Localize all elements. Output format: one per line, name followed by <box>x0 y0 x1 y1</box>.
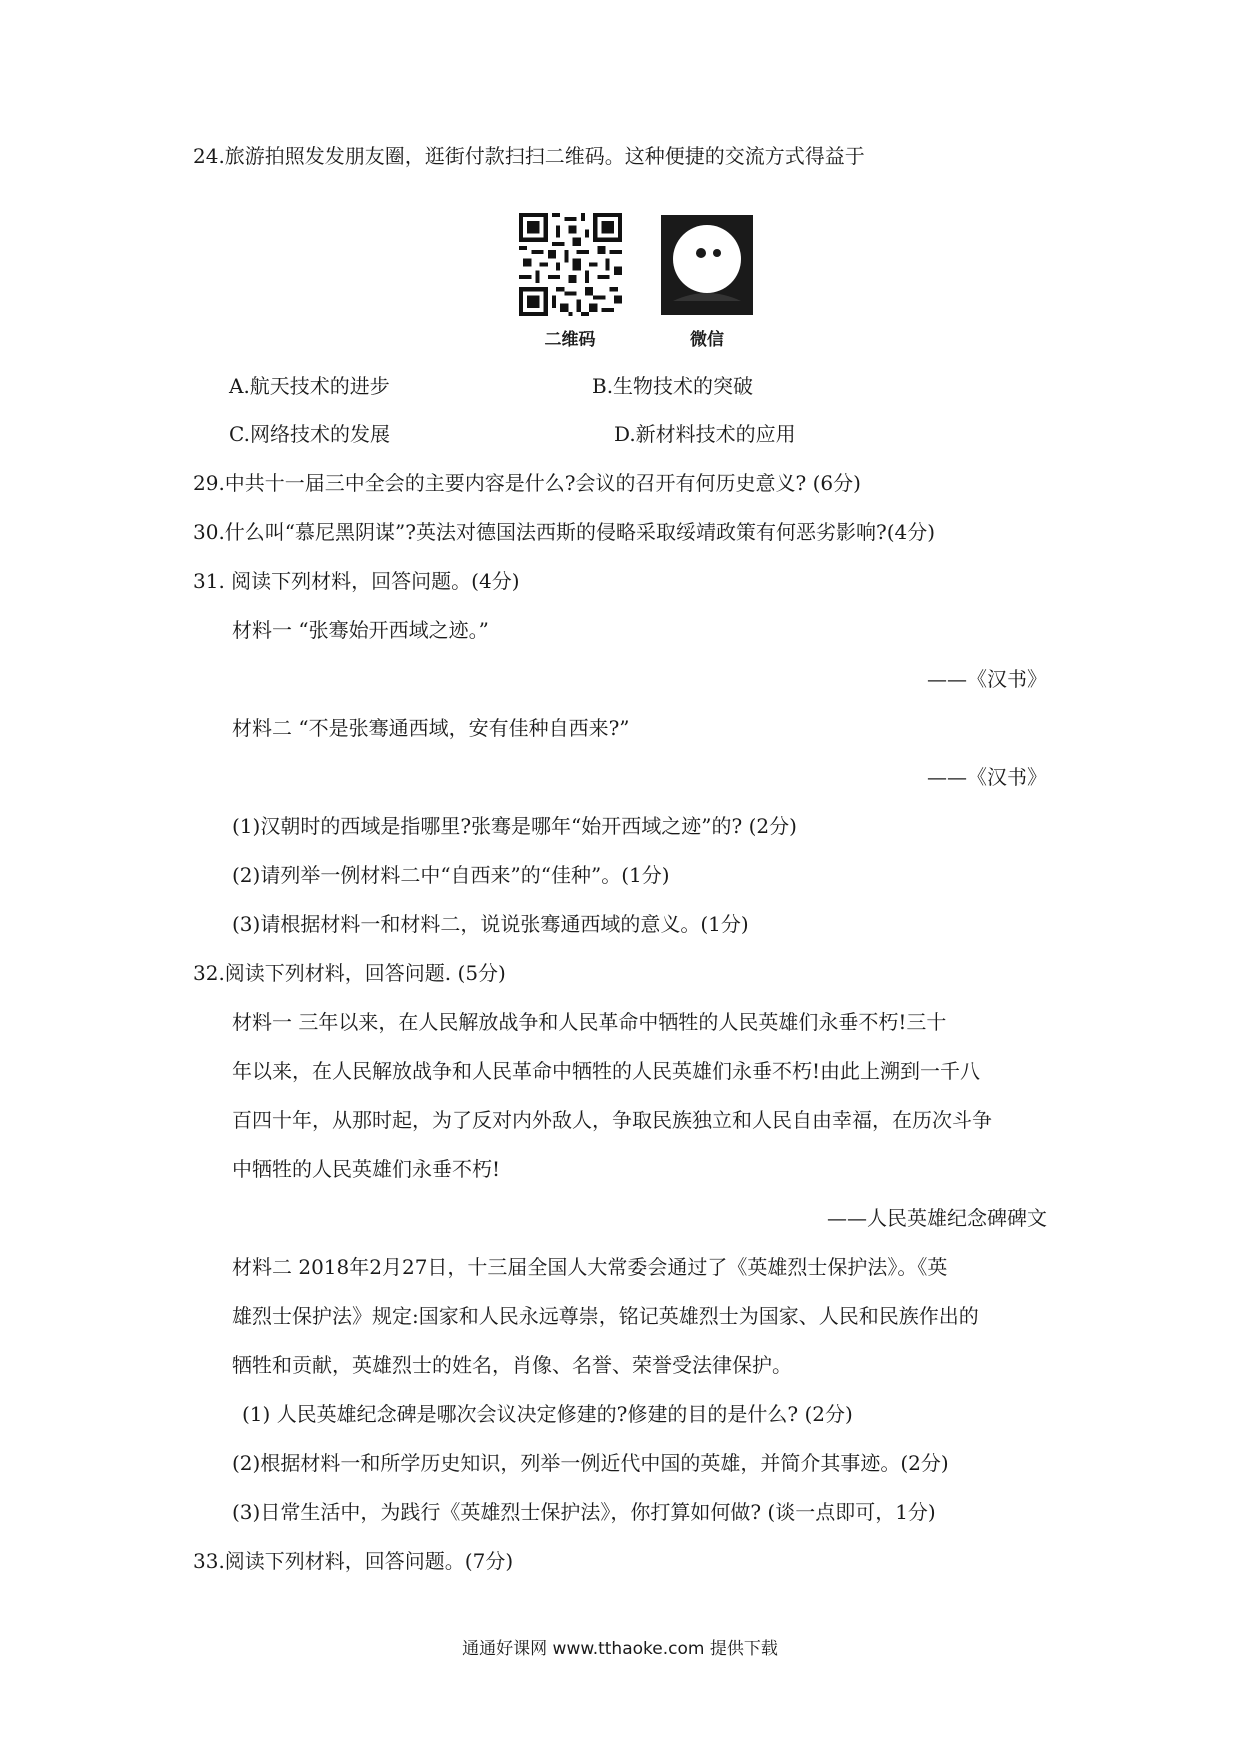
q24-option-b: B.生物技术的突破 <box>592 374 754 398</box>
q31-material-1: 材料一 “张骞始开西域之迹。” <box>232 618 489 642</box>
q32-material-1-source: ——人民英雄纪念碑碑文 <box>827 1206 1047 1230</box>
wechat-logo-icon <box>661 215 753 315</box>
q24-stem: 24.旅游拍照发发朋友圈，逛街付款扫扫二维码。这种便捷的交流方式得益于 <box>193 144 865 168</box>
q32-sub-1: (1) 人民英雄纪念碑是哪次会议决定修建的?修建的目的是什么? (2分) <box>242 1402 853 1426</box>
q24-option-d: D.新材料技术的应用 <box>614 422 796 446</box>
q32-material-2-line-3: 牺牲和贡献，英雄烈士的姓名，肖像、名誉、荣誉受法律保护。 <box>232 1353 792 1377</box>
qr-code-icon <box>519 213 622 316</box>
q24-figure <box>519 213 759 353</box>
q32-material-1-line-2: 年以来，在人民解放战争和人民革命中牺牲的人民英雄们永垂不朽!由此上溯到一千八 <box>232 1059 981 1083</box>
q31-sub-1: (1)汉朝时的西域是指哪里?张骞是哪年“始开西域之迹”的? (2分) <box>232 814 797 838</box>
q32-material-1-line-3: 百四十年，从那时起，为了反对内外敌人，争取民族独立和人民自由幸福，在历次斗争 <box>232 1108 992 1132</box>
q31-sub-3: (3)请根据材料一和材料二，说说张骞通西域的意义。(1分) <box>232 912 749 936</box>
q30-question: 30.什么叫“慕尼黑阴谋”?英法对德国法西斯的侵略采取绥靖政策有何恶劣影响?(4分) <box>193 520 936 544</box>
q32-sub-3: (3)日常生活中，为践行《英雄烈士保护法》，你打算如何做? (谈一点即可，1分) <box>232 1500 936 1524</box>
q29-question: 29.中共十一届三中全会的主要内容是什么?会议的召开有何历史意义? (6分) <box>193 471 861 495</box>
wechat-caption: 微信 <box>690 330 724 350</box>
q24-option-c: C.网络技术的发展 <box>229 422 390 446</box>
q32-sub-2: (2)根据材料一和所学历史知识，列举一例近代中国的英雄，并简介其事迹。(2分) <box>232 1451 949 1475</box>
q32-stem: 32.阅读下列材料，回答问题. (5分) <box>193 961 506 985</box>
q24-option-a: A.航天技术的进步 <box>229 374 390 398</box>
page-footer: 通通好课网 www.tthaoke.com 提供下载 <box>462 1639 778 1659</box>
q31-sub-2: (2)请列举一例材料二中“自西来”的“佳种”。(1分) <box>232 863 670 887</box>
q32-material-2-line-2: 雄烈士保护法》规定:国家和人民永远尊崇，铭记英雄烈士为国家、人民和民族作出的 <box>232 1304 979 1328</box>
q32-material-1-line-1: 材料一 三年以来，在人民解放战争和人民革命中牺牲的人民英雄们永垂不朽!三十 <box>232 1010 947 1034</box>
q31-material-2-source: ——《汉书》 <box>927 765 1047 789</box>
qr-code-caption: 二维码 <box>544 330 596 350</box>
q33-stem: 33.阅读下列材料，回答问题。(7分) <box>193 1549 514 1573</box>
q31-stem: 31. 阅读下列材料，回答问题。(4分) <box>193 569 520 593</box>
q32-material-2-line-1: 材料二 2018年2月27日，十三届全国人大常委会通过了《英雄烈士保护法》。《英 <box>232 1255 948 1279</box>
q31-material-2: 材料二 “不是张骞通西域，安有佳种自西来?” <box>232 716 630 740</box>
q31-material-1-source: ——《汉书》 <box>927 667 1047 691</box>
q32-material-1-line-4: 中牺牲的人民英雄们永垂不朽! <box>232 1157 501 1181</box>
